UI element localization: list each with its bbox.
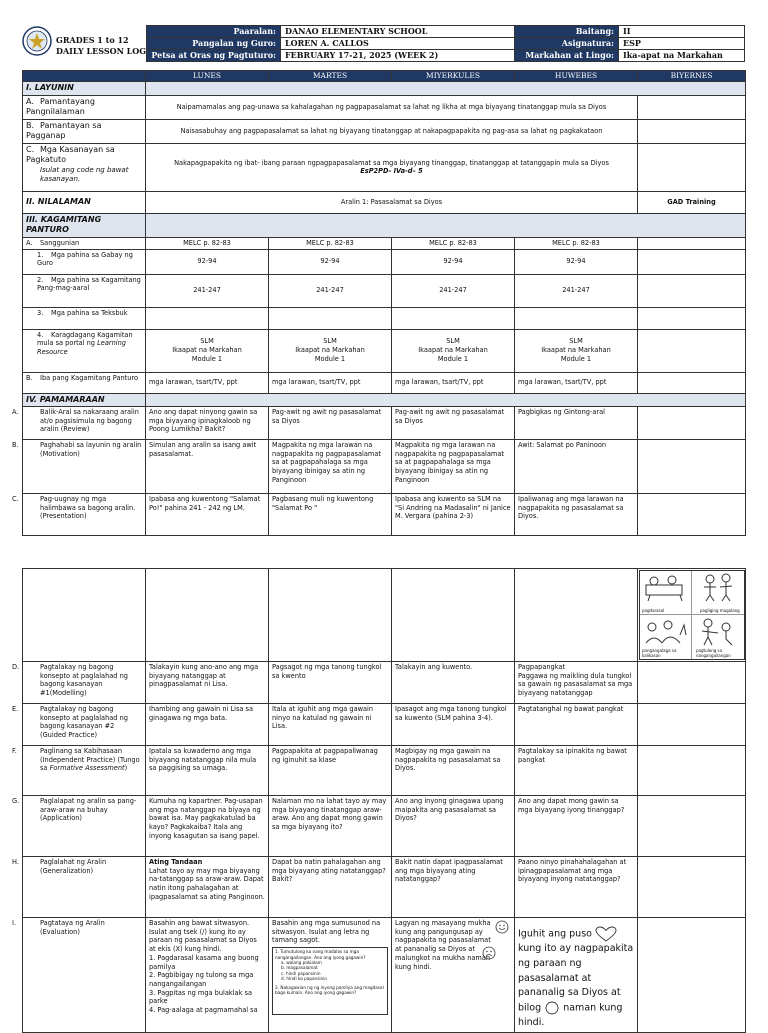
day-header-martes: MARTES xyxy=(269,71,392,82)
pagtataya-mon: Basahin ang bawat sitwasyon. Isulat ang tsek (/) kung ito ay paraan ng pasasalamat sa Diyos at ekis (X) kung hindi. 1. Pagdarasal kasama ang buong pamilya 2. Pagbibigay ng tulong sa mga nangangailangan 3. Pagpitas ng mga bulaklak sa parke 4. Pag-aalaga at pagmamahal sa xyxy=(146,918,269,1033)
melc-fri xyxy=(638,237,746,249)
row-label-kasanayan: C. Mga Kasanayan sa Pagkatuto Isulat ang code ng bawat kasanayan. xyxy=(23,143,146,191)
quiz-snippet-box: 1. Tumutulong ka nang madalas sa mga nangangailangan. Ano ang iyong gagawin? a. walang pakialam b. magpasalamat c. hindi papansinin d. hindi ko papansinin 2. Nakagawian ng ng inyong pamilya ang magdasal bago kumain. Ano ang iyong gagawin? xyxy=(272,947,388,1015)
section-layunin: I. LAYUNIN xyxy=(23,82,146,96)
paglinang-thu: Pagtalakay sa ipinakita ng bawat pangkat xyxy=(515,746,638,796)
balik-aral-mon: Ano ang dapat ninyong gawin sa mga biyayang ipinagkaloob ng Poong Lumikha? Bakit? xyxy=(146,407,269,440)
pagtataya-tue: Basahin ang mga sumusunod na sitwasyon. Isulat ang letra ng tamang sagot. 1. Tumutulong ka nang madalas sa mga nangangailangan. Ano ang iyong gagawin? a. walang pakialam b. magpasalamat c. hindi papansinin d. hindi ko papansinin 2. Nakagawian ng ng inyong pamilya ang magdasal bago kumain. Ano ang iyong gagawin? xyxy=(269,918,392,1033)
pagtataya-thu: Iguhit ang puso kung ito ay nagpapakita ng paraan ng pasasalamat at pananalig sa Diyos at bilog naman kung hindi. xyxy=(515,918,638,1033)
pagganap-fri xyxy=(638,119,746,143)
slm-wed: SLM Ikaapat na Markahan Module 1 xyxy=(392,329,515,372)
slm-thu: SLM Ikaapat na Markahan Module 1 xyxy=(515,329,638,372)
illustration-pagdarasal xyxy=(640,571,692,615)
illustration-tulong xyxy=(692,615,744,659)
paglalapat-tue: Nalaman mo na lahat tayo ay may mga biyayang tinatanggap araw-araw. Ano ang dapat mong gawin sa mga biyayang ito? xyxy=(269,796,392,857)
section-pamamaraan: IV. PAMAMARAAN xyxy=(23,393,146,407)
caption-pagdarasal: pagdarasal xyxy=(642,607,665,613)
nilalaman-fri: GAD Training xyxy=(638,191,746,213)
teksbuk-fri xyxy=(638,307,746,329)
row-label-pagganap: B. Pamantayan sa Pagganap xyxy=(23,119,146,143)
row-label-sanggunian: A. Sanggunian xyxy=(23,237,146,249)
paglalahat-fri xyxy=(638,857,746,918)
picture-row-label xyxy=(23,569,146,662)
subject-value: ESP xyxy=(619,38,745,50)
paghahabi-wed: Magpakita ng mga larawan na nagpapakita ng pagpapasalamat sa at pagpapahalaga sa mga biyayang ibinigay sa atin ng Panginoon xyxy=(392,440,515,494)
pagtalakay1-wed: Talakayin ang kuwento. xyxy=(392,662,515,704)
paghahabi-thu: Awit: Salamat po Paninoon xyxy=(515,440,638,494)
paglinang-mon: Ipatala sa kuwaderno ang mga biyayang natatanggap nila mula sa paggising sa umaga. xyxy=(146,746,269,796)
iba-thu: mga larawan, tsart/TV, ppt xyxy=(515,372,638,393)
illustration-kalikasan xyxy=(640,615,692,659)
row-label-iba-pang-kagamitan: B. Iba pang Kagamitang Panturo xyxy=(23,372,146,393)
section-kagamitan-fill xyxy=(146,213,746,237)
row-label-karagdagang-kagamitan: 4. Karagdagang Kagamitan mula sa portal ng Learning Resource xyxy=(23,329,146,372)
day-header-huwebes: HUWEBES xyxy=(515,71,638,82)
row-label-pagtalakay-2: E. Pagtalakay ng bagong konsepto at paglalahad ng bagong kasanayan #2 (Guided Practice) xyxy=(23,704,146,746)
paglalapat-fri xyxy=(638,796,746,857)
teacher-value: LOREN A. CALLOS xyxy=(281,38,515,50)
paglinang-wed: Magbigay ng mga gawain na nagpapakita ng pasasalamat sa Diyos. xyxy=(392,746,515,796)
lm-wed: 241-247 xyxy=(392,274,515,307)
day-header-lunes: LUNES xyxy=(146,71,269,82)
pag-uugnay-fri xyxy=(638,494,746,536)
pagtalakay2-fri xyxy=(638,704,746,746)
paghahabi-mon: Simulan ang aralin sa isang awit pasasalamat. xyxy=(146,440,269,494)
pagtalakay2-thu: Pagtatanghal ng bawat pangkat xyxy=(515,704,638,746)
illustration-magalang xyxy=(692,571,744,615)
melc-wed: MELC p. 82-83 xyxy=(392,237,515,249)
teksbuk-mon xyxy=(146,307,269,329)
happy-face-icon xyxy=(495,920,509,934)
picture-row-fri xyxy=(638,569,746,662)
respect-elders-icon xyxy=(692,571,742,603)
paglalahat-mon: Ating Tandaan Lahat tayo ay may mga biyayang na-tatanggap sa araw-araw. Dapat natin itong pahalagahan at ipagpasalamat sa ating Panginoon. xyxy=(146,857,269,918)
pagtalakay1-tue: Pagsagot ng mga tanong tungkol sa kwento xyxy=(269,662,392,704)
header-info-table xyxy=(146,25,745,62)
subject-label: Asignatura: xyxy=(515,38,619,50)
nature-care-icon xyxy=(640,615,690,647)
paglalapat-mon: Kumuha ng kapartner. Pag-usapan ang mga natanggap na biyaya ng bawat isa. May pagkakatulad ba kayo? Pagkakaiba? Itala ang inyong kasagutan sa isang papel. xyxy=(146,796,269,857)
quarter-label: Markahan at Lingo: xyxy=(515,50,619,62)
sad-face-icon xyxy=(482,946,496,960)
pagtataya-wed: Lagyan ng masayang mukha kung ang pangungusap ay nagpapakita ng pasasalamat at pananalig sa Diyos at malungkot na mukha naman kung hindi. xyxy=(392,918,515,1033)
gabay-fri xyxy=(638,249,746,274)
paghahabi-tue: Magpakita ng mga larawan na nagpapakita ng pagpapasalamat sa at pagpapahalaga sa mga biyayang ibinigay sa atin ng Panginoon xyxy=(269,440,392,494)
paglalapat-wed: Ano ang inyong ginagawa upang maipakita ang pasasalamat sa Diyos? xyxy=(392,796,515,857)
caption-magalang: pagliging magalang xyxy=(700,607,740,613)
iba-tue: mga larawan, tsart/TV, ppt xyxy=(269,372,392,393)
section-pamamaraan-fill xyxy=(146,393,746,407)
paglalahat-thu: Paano ninyo pinahahalagahan at ipinagpapasalamat ang mga biyayang inyong natatanggap? xyxy=(515,857,638,918)
row-label-paghahabi: B. Paghahabi sa layunin ng aralin (Motivation) xyxy=(23,440,146,494)
gabay-tue: 92-94 xyxy=(269,249,392,274)
picture-row-mon xyxy=(146,569,269,662)
pag-uugnay-tue: Pagbasang muli ng kuwentong "Salamat Po " xyxy=(269,494,392,536)
helping-icon xyxy=(692,615,742,647)
slm-fri xyxy=(638,329,746,372)
nilalaman-text: Aralin 1: Pasasalamat sa Diyos xyxy=(146,191,638,213)
date-label: Petsa at Oras ng Pagtuturo: xyxy=(147,50,281,62)
pagtalakay1-fri xyxy=(638,662,746,704)
caption-tulong: pagtulong sa nangangailangan xyxy=(696,648,731,658)
circle-icon xyxy=(544,1001,560,1015)
balik-aral-tue: Pag-awit ng awit ng pasasalamat sa Diyos xyxy=(269,407,392,440)
row-label-pag-uugnay: C. Pag-uugnay ng mga halimbawa sa bagong aralin.(Presentation) xyxy=(23,494,146,536)
picture-row-thu xyxy=(515,569,638,662)
illustration-grid xyxy=(639,570,745,660)
iba-wed: mga larawan, tsart/TV, ppt xyxy=(392,372,515,393)
day-header-miyerkules: MIYERKULES xyxy=(392,71,515,82)
lm-mon: 241-247 xyxy=(146,274,269,307)
paglalahat-wed: Bakit natin dapat ipagpasalamat ang mga biyayang ating natatanggap? xyxy=(392,857,515,918)
row-label-kagamitang-pang-mag-aaral: 2. Mga pahina sa Kagamitang Pang-mag-aaral xyxy=(23,274,146,307)
melc-mon: MELC p. 82-83 xyxy=(146,237,269,249)
row-label-paglalahat: H. Paglalahat ng Aralin (Generalization) xyxy=(23,857,146,918)
pamantayang-text: Naipamamalas ang pag-unawa sa kahalagahan ng pagpapasalamat sa lahat ng likha at mga biyayang tinatanggap mula sa Diyos xyxy=(146,95,638,119)
section-layunin-fill xyxy=(146,82,746,96)
iba-mon: mga larawan, tsart/TV, ppt xyxy=(146,372,269,393)
paglalahat-tue: Dapat ba natin pahalagahan ang mga biyayang ating natatanggap? Bakit? xyxy=(269,857,392,918)
balik-aral-wed: Pag-awit ng awit ng pasasalamat sa Diyos xyxy=(392,407,515,440)
pagtalakay2-wed: Ipasagot ang mga tanong tungkol sa kuwento (SLM pahina 3-4). xyxy=(392,704,515,746)
teacher-label: Pangalan ng Guro: xyxy=(147,38,281,50)
kasanayan-note: Isulat ang code ng bawat kasanayan. xyxy=(40,165,129,184)
pag-uugnay-wed: Ipabasa ang kuwento sa SLM na "Si Andring na Madasalin" ni Janice M. Vergara (pahina 2-3) xyxy=(392,494,515,536)
melc-thu: MELC p. 82-83 xyxy=(515,237,638,249)
gabay-thu: 92-94 xyxy=(515,249,638,274)
row-label-pagtataya: I. Pagtataya ng Aralin (Evaluation) xyxy=(23,918,146,1033)
grade-label: Baitang: xyxy=(515,26,619,38)
eval-item: 1. Pagdarasal kasama ang buong pamilya xyxy=(149,953,259,971)
eval-item: 2. Pagbibigay ng tulong sa mga nangangailangan xyxy=(149,971,254,988)
kasanayan-code: EsP2PD- IVa-d– 5 xyxy=(360,167,423,176)
lesson-log-table-page1 xyxy=(12,70,746,536)
row-label-paglalapat: G. Paglalapat ng aralin sa pang-araw-araw na buhay (Application) xyxy=(23,796,146,857)
section-nilalaman: II. NILALAMAN xyxy=(23,191,146,213)
praying-family-icon xyxy=(640,571,690,603)
dll-title: GRADES 1 to 12 DAILY LESSON LOG xyxy=(56,35,147,56)
kasanayan-fri xyxy=(638,143,746,191)
pag-uugnay-mon: Ipabasa ang kuwentong "Salamat Po!" pahina 241 - 242 ng LM. xyxy=(146,494,269,536)
row-label-teksbuk: 3. Mga pahina sa Teksbuk xyxy=(23,307,146,329)
school-label: Paaralan: xyxy=(147,26,281,38)
slm-tue: SLM Ikaapat na Markahan Module 1 xyxy=(269,329,392,372)
pagtalakay2-tue: Itala at iguhit ang mga gawain ninyo na katulad ng gawain ni Lisa. xyxy=(269,704,392,746)
quarter-value: Ika-apat na Markahan xyxy=(619,50,745,62)
eval-item: 3. Pagpitas ng mga bulaklak sa parke xyxy=(149,988,252,1006)
lm-tue: 241-247 xyxy=(269,274,392,307)
picture-row-tue xyxy=(269,569,392,662)
iba-fri xyxy=(638,372,746,393)
deped-seal xyxy=(22,26,52,56)
slm-mon: SLM Ikaapat na Markahan Module 1 xyxy=(146,329,269,372)
gabay-wed: 92-94 xyxy=(392,249,515,274)
day-header-biyernes: BIYERNES xyxy=(638,71,746,82)
teksbuk-thu xyxy=(515,307,638,329)
paglinang-tue: Pagpapakita at pagpapaliwanag ng iginuhit sa klase xyxy=(269,746,392,796)
school-value: DANAO ELEMENTARY SCHOOL xyxy=(281,26,515,38)
row-label-gabay: 1. Mga pahina sa Gabay ng Guro xyxy=(23,249,146,274)
pagtalakay1-mon: Talakayin kung ano-ano ang mga biyayang natanggap at pinagpasalamat ni Lisa. xyxy=(146,662,269,704)
grade-value: II xyxy=(619,26,745,38)
picture-row-wed xyxy=(392,569,515,662)
pagganap-text: Naisasabuhay ang pagpapasalamat sa lahat ng biyayang tinatanggap at nakapagpapakita ng pag-asa sa lahat ng pagkakataon xyxy=(146,119,638,143)
row-label-paglinang: F. Paglinang sa Kabihasaan (Independent Practice) (Tungo sa Formative Assessment) xyxy=(23,746,146,796)
date-value: FEBRUARY 17-21, 2025 (WEEK 2) xyxy=(281,50,515,62)
lesson-log-table-page2 xyxy=(12,568,746,1033)
pagtalakay2-mon: Ihambing ang gawain ni Lisa sa ginagawa ng mga bata. xyxy=(146,704,269,746)
lm-fri xyxy=(638,274,746,307)
tandaan-title: Ating Tandaan xyxy=(149,858,203,866)
row-label-pamantayang: A. Pamantayang Pangnilalaman xyxy=(23,95,146,119)
teksbuk-tue xyxy=(269,307,392,329)
pagtalakay1-thu: Pagpapangkat Paggawa ng maikling dula tungkol sa gawain ng pasasalamat sa mga biyayang natatanggap xyxy=(515,662,638,704)
row-label-pagtalakay-1: D. Pagtalakay ng bagong konsepto at paglalahad ng bagong kasanayan #1(Modelling) xyxy=(23,662,146,704)
pamantayang-fri xyxy=(638,95,746,119)
lm-thu: 241-247 xyxy=(515,274,638,307)
gabay-mon: 92-94 xyxy=(146,249,269,274)
section-kagamitan: III. KAGAMITANG PANTURO xyxy=(23,213,146,237)
row-label-balik-aral: A. Balik-Aral sa nakaraang aralin at/o pagsisimula ng bagong aralin (Review) xyxy=(23,407,146,440)
heart-icon xyxy=(595,926,617,942)
balik-aral-thu: Pagbigkas ng Gintong-aral xyxy=(515,407,638,440)
corner-cell xyxy=(23,71,146,82)
kasanayan-text: Nakapagpapakita ng ibat- ibang paraan ngpagpapasalamat sa mga biyayang tinanggap, tinatanggap at tatanggapin mula sa Diyos EsP2PD- IVa-d– 5 xyxy=(146,143,638,191)
eval-item: 4. Pag-aalaga at pagmamahal sa xyxy=(149,1006,258,1015)
pagtataya-fri xyxy=(638,918,746,1033)
pag-uugnay-thu: Ipaliwanag ang mga larawan na nagpapakita ng pasasalamat sa Diyos. xyxy=(515,494,638,536)
balik-aral-fri xyxy=(638,407,746,440)
teksbuk-wed xyxy=(392,307,515,329)
melc-tue: MELC p. 82-83 xyxy=(269,237,392,249)
paglinang-fri xyxy=(638,746,746,796)
paglalapat-thu: Ano ang dapat mong gawin sa mga biyayang iyong tinanggap? xyxy=(515,796,638,857)
caption-kalikasan: pangangalaga sa kalikasan xyxy=(642,648,677,658)
paghahabi-fri xyxy=(638,440,746,494)
